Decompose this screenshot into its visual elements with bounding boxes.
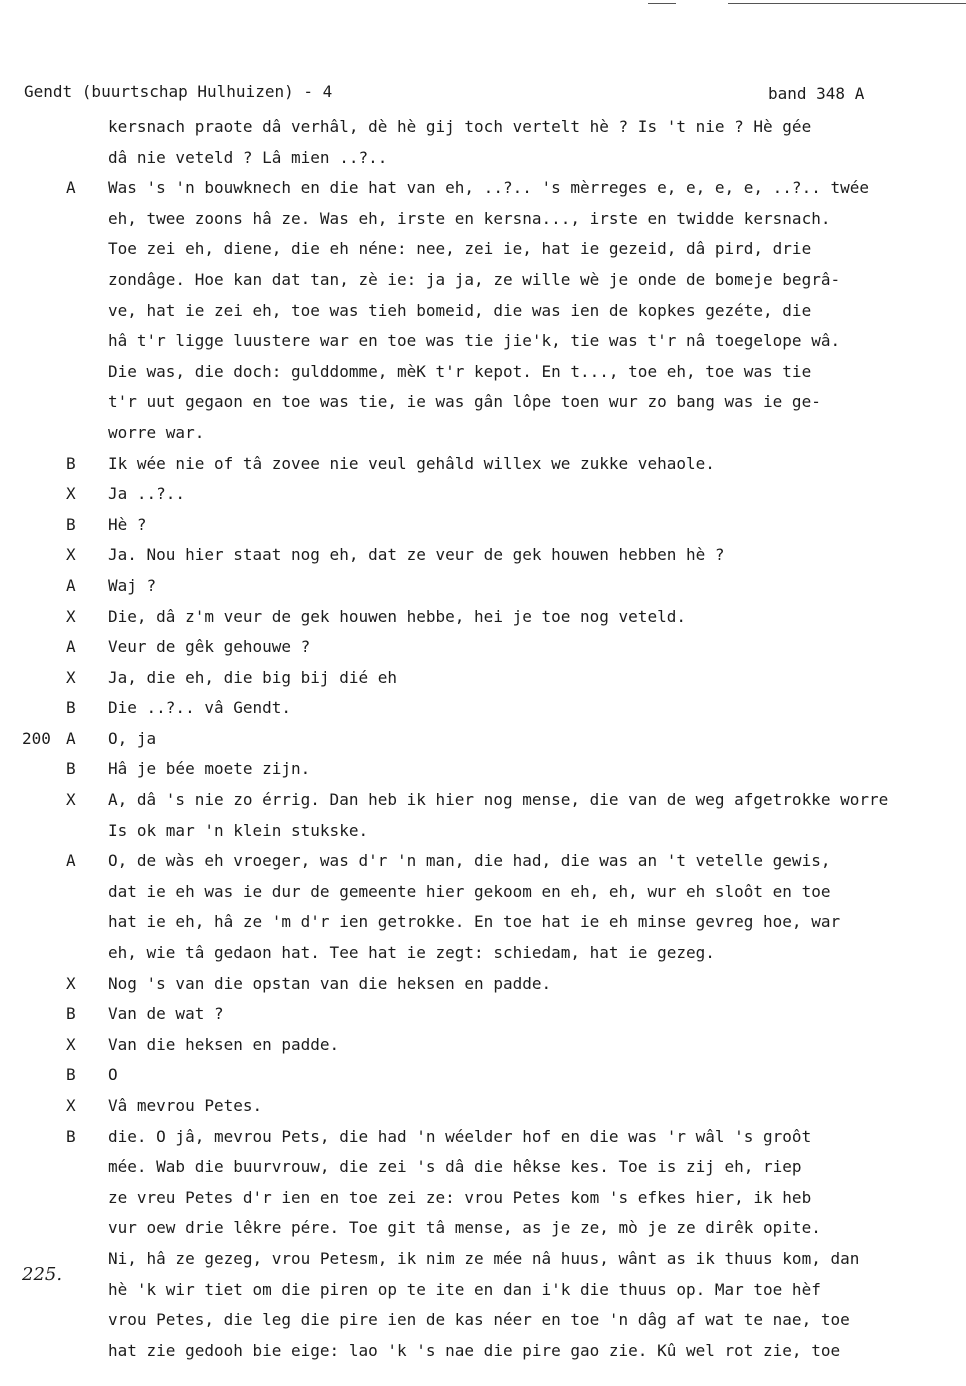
line-text: dâ nie veteld ? Lâ mien ..?..	[108, 147, 388, 167]
line-text: O, ja	[108, 728, 157, 748]
line-text: Vâ mevrou Petes.	[108, 1096, 263, 1115]
line-text: vrou Petes, die leg die pire ien de kas néer en toe 'n dâg af wat te nae, toe	[108, 1310, 850, 1330]
line-text: Hâ je bée moete zijn.	[108, 759, 311, 779]
speaker-label: B	[66, 1126, 76, 1146]
line-text: mée. Wab die buurvrouw, die zei 's dâ die hêkse kes. Toe is zij eh, riep	[108, 1157, 802, 1177]
line-text: hat ie eh, hâ ze 'm d'r ien getrokke. En toe hat ie eh minse gevreg hoe, war	[108, 912, 841, 932]
transcript-line	[0, 265, 966, 296]
line-text: Veur de gêk gehouwe ?	[108, 637, 311, 657]
page-header-tape: band 348 A	[768, 84, 865, 103]
transcript-line	[0, 907, 966, 938]
transcript-line	[0, 173, 966, 204]
transcript-body	[0, 112, 966, 1366]
line-text: Die ..?.. vâ Gendt.	[108, 698, 292, 718]
transcript-line	[0, 693, 966, 724]
transcript-line	[0, 479, 966, 510]
transcript-line	[0, 816, 966, 847]
transcript-line	[0, 418, 966, 449]
speaker-label: B	[66, 698, 76, 718]
line-text: hè 'k wir tiet om die piren op te ite en dan i'k die thuus op. Mar toe hèf	[108, 1279, 821, 1299]
speaker-label: X	[66, 1034, 76, 1054]
line-number: 200	[22, 728, 51, 748]
speaker-label: X	[66, 667, 76, 687]
line-text: eh, wie tâ gedaon hat. Tee hat ie zegt: schiedam, hat ie gezeg.	[108, 943, 715, 963]
line-text: hat zie gedooh bie eige: lao 'k 's nae die pire gao zie. Kû wel rot zie, toe	[108, 1340, 841, 1360]
speaker-label: B	[66, 514, 76, 534]
line-text: vur oew drie lêkre pére. Toe git tâ mense, as je ze, mò je ze dirêk opite.	[108, 1218, 821, 1238]
transcript-line	[0, 571, 966, 602]
line-text: Is ok mar 'n klein stukske.	[108, 820, 369, 840]
line-text: Ja. Nou hier staat nog eh, dat ze veur de gek houwen hebben hè ?	[108, 545, 725, 565]
transcript-line	[0, 143, 966, 174]
transcript-line	[0, 1060, 966, 1091]
transcript-line	[0, 785, 966, 816]
speaker-label: B	[66, 759, 76, 779]
transcript-line	[0, 663, 966, 694]
line-text: Toe zei eh, diene, die eh néne: nee, zei ie, hat ie gezeid, dâ pird, drie	[108, 239, 812, 259]
transcript-line	[0, 846, 966, 877]
line-text: dat ie eh was ie dur de gemeente hier gekoom en eh, eh, wur eh sloôt en toe	[108, 881, 831, 901]
speaker-label: X	[66, 790, 76, 810]
line-text: kersnach praote dâ verhâl, dè hè gij toch vertelt hè ? Is 't nie ? Hè gée	[108, 117, 812, 136]
line-text: Ik wée nie of tâ zovee nie veul gehâld willex we zukke vehaole.	[108, 453, 715, 473]
transcript-line	[0, 1091, 966, 1122]
line-text: die. O jâ, mevrou Pets, die had 'n wéelder hof en die was 'r wâl 's groôt	[108, 1126, 812, 1146]
line-text: Ja ..?..	[108, 484, 186, 504]
transcript-line	[0, 754, 966, 785]
speaker-label: B	[66, 1065, 76, 1085]
transcript-line	[0, 326, 966, 357]
transcript-line	[0, 1183, 966, 1214]
speaker-label: X	[66, 545, 76, 565]
transcript-line	[0, 969, 966, 1000]
line-text: Nog 's van die opstan van die heksen en padde.	[108, 973, 552, 993]
speaker-label: X	[66, 484, 76, 504]
line-text: eh, twee zoons hâ ze. Was eh, irste en kersna..., irste en twidde kersnach.	[108, 208, 831, 228]
transcript-line	[0, 234, 966, 265]
line-text: worre war.	[108, 422, 205, 442]
speaker-label: B	[66, 453, 76, 473]
speaker-label: B	[66, 1004, 76, 1024]
transcript-line	[0, 1305, 966, 1336]
transcript-line	[0, 632, 966, 663]
line-text: Waj ?	[108, 575, 157, 595]
line-text: Ni, hâ ze gezeg, vrou Petesm, ik nim ze mée nâ huus, wânt as ik thuus kom, dan	[108, 1248, 860, 1268]
line-text: ze vreu Petes d'r ien en toe zei ze: vrou Petes kom 's efkes hier, ik heb	[108, 1187, 812, 1207]
line-text: Hè ?	[108, 514, 147, 534]
transcript-line	[0, 1152, 966, 1183]
transcript-line	[0, 1244, 966, 1275]
transcript-line	[0, 1336, 966, 1367]
transcript-line	[0, 510, 966, 541]
handwritten-line-number: 225.	[22, 1264, 63, 1285]
line-text: Was 's 'n bouwknech en die hat van eh, ..?.. 's mèrreges e, e, e, e, ..?.. twée	[108, 178, 869, 198]
transcript-line	[0, 1275, 966, 1306]
transcript-line	[0, 1122, 966, 1153]
transcript-line	[0, 877, 966, 908]
line-text: O	[108, 1065, 118, 1085]
top-rule-right	[728, 3, 966, 4]
transcript-line	[0, 387, 966, 418]
transcript-line	[0, 296, 966, 327]
line-text: ve, hat ie zei eh, toe was tieh bomeid, die was ien de kopkes gezéte, die	[108, 300, 812, 320]
line-text: O, de wàs eh vroeger, was d'r 'n man, die had, die was an 't vetelle gewis,	[108, 851, 831, 871]
speaker-label: A	[66, 178, 76, 198]
page-header-title: Gendt (buurtschap Hulhuizen) - 4	[24, 82, 333, 101]
line-text: A, dâ 's nie zo érrig. Dan heb ik hier nog mense, die van de weg afgetrokke worre	[108, 790, 889, 810]
transcript-line	[0, 357, 966, 388]
line-text: Van die heksen en padde.	[108, 1034, 340, 1054]
speaker-label: X	[66, 606, 76, 626]
transcript-line	[0, 602, 966, 633]
transcript-line	[0, 938, 966, 969]
line-text: Die was, die doch: gulddomme, mèK t'r kepot. En t..., toe eh, toe was tie	[108, 361, 812, 381]
transcript-line	[0, 112, 966, 143]
speaker-label: X	[66, 1096, 76, 1115]
line-text: zondâge. Hoe kan dat tan, zè ie: ja ja, ze wille wè je onde de bomeje begrâ-	[108, 269, 841, 289]
transcript-line	[0, 204, 966, 235]
transcript-line	[0, 724, 966, 755]
transcript-line	[0, 449, 966, 480]
line-text: Die, dâ z'm veur de gek houwen hebbe, hei je toe nog veteld.	[108, 606, 686, 626]
line-text: Ja, die eh, die big bij dié eh	[108, 667, 397, 687]
transcript-line	[0, 999, 966, 1030]
speaker-label: A	[66, 728, 76, 748]
line-text: hâ t'r ligge luustere war en toe was tie jie'k, tie was t'r nâ toegelope wâ.	[108, 331, 841, 351]
speaker-label: A	[66, 575, 76, 595]
line-text: Van de wat ?	[108, 1004, 224, 1024]
speaker-label: X	[66, 973, 76, 993]
line-text: t'r uut gegaon en toe was tie, ie was gân lôpe toen wur zo bang was ie ge-	[108, 392, 821, 412]
transcript-line	[0, 1213, 966, 1244]
transcript-line	[0, 1030, 966, 1061]
speaker-label: A	[66, 637, 76, 657]
transcript-line	[0, 540, 966, 571]
speaker-label: A	[66, 851, 76, 871]
top-rule-left	[648, 3, 676, 4]
